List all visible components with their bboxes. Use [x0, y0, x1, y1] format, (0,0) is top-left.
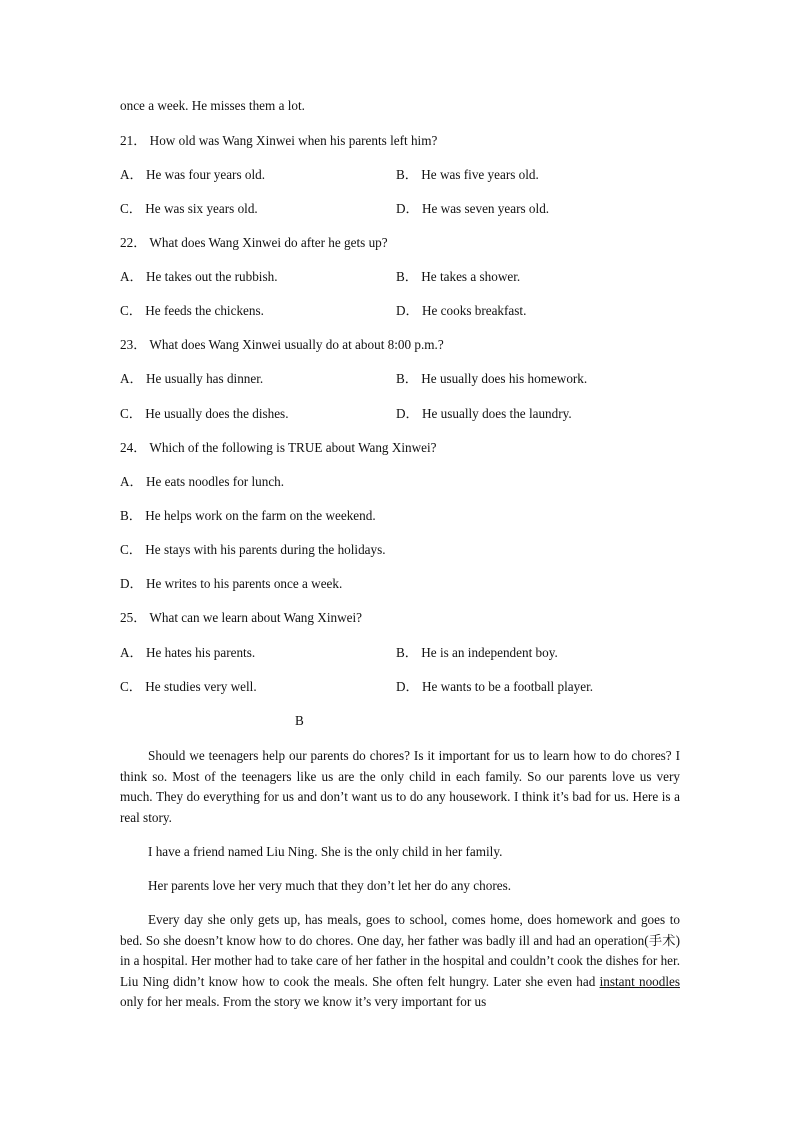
question-21-option-c: C． He was six years old.: [120, 201, 258, 216]
question-22-option-d: D． He cooks breakfast.: [396, 303, 527, 318]
question-25-option-d: D． He wants to be a football player.: [396, 679, 594, 694]
passage-paragraph-2-text: I have a friend named Liu Ning. She is the only child in her family.: [148, 844, 503, 859]
question-25-stem: 25． What can we learn about Wang Xinwei?: [120, 610, 362, 625]
question-24-option-a: A． He eats noodles for lunch.: [120, 474, 285, 489]
question-23-option-b: B． He usually does his homework.: [396, 371, 588, 386]
question-24-option-b: B． He helps work on the farm on the weekend.: [120, 508, 376, 523]
question-23-option-c: C． He usually does the dishes.: [120, 406, 289, 421]
question-21-option-b: B． He was five years old.: [396, 167, 539, 182]
question-22-option-c: C． He feeds the chickens.: [120, 303, 264, 318]
question-21-option-a: A． He was four years old.: [120, 167, 266, 182]
question-23-option-d: D． He usually does the laundry.: [396, 406, 572, 421]
question-22-option-a: A． He takes out the rubbish.: [120, 269, 278, 284]
passage-paragraph-4: [120, 910, 680, 1013]
underlined-phrase: instant noodles: [599, 973, 680, 989]
question-24-option-d: D． He writes to his parents once a week.: [120, 576, 343, 591]
passage-paragraph-3-text: Her parents love her very much that they don’t let her do any chores.: [148, 878, 512, 893]
question-25-option-a: A． He hates his parents.: [120, 645, 256, 660]
question-25-option-b: B． He is an independent boy.: [396, 645, 558, 660]
question-25-option-c: C． He studies very well.: [120, 679, 257, 694]
section-heading: B: [295, 713, 304, 728]
carryover-text: once a week. He misses them a lot.: [120, 98, 305, 113]
passage-paragraph-1: [120, 746, 680, 828]
question-23-stem: 23． What does Wang Xinwei usually do at about 8:00 p.m.?: [120, 337, 444, 352]
passage-paragraph-3: [120, 876, 680, 897]
question-23-option-a: A． He usually has dinner.: [120, 371, 264, 386]
passage-paragraph-4-text-b: only for her meals. From the story we know it’s very important for us: [120, 994, 487, 1010]
question-24-option-c: C． He stays with his parents during the holidays.: [120, 542, 386, 557]
question-22-stem: 22． What does Wang Xinwei do after he gets up?: [120, 235, 388, 250]
passage-paragraph-2: [120, 842, 680, 863]
question-24-stem: 24． Which of the following is TRUE about Wang Xinwei?: [120, 440, 437, 455]
question-21-option-d: D． He was seven years old.: [396, 201, 550, 216]
question-21-stem: 21． How old was Wang Xinwei when his parents left him?: [120, 133, 438, 148]
question-22-option-b: B． He takes a shower.: [396, 269, 521, 284]
passage-paragraph-1-text: Should we teenagers help our parents do chores? Is it important for us to learn how to do chores? I think so. Most of the teenagers like us are the only child in each family. So our parents love us very much. They do everything for us and don’t want us to do any housework. I think it’s bad for us. Here is a real story.: [120, 748, 680, 825]
passage-paragraph-4-text-a: Every day she only gets up, has meals, goes to school, comes home, does homework and goes to bed. So she doesn’t know how to do chores. One day, her father was badly ill and had an operation(手术) in a hospital. Her mother had to take care of her father in the hospital and couldn’t cook the dishes for her. Liu Ning didn’t know how to cook the meals. She often felt hungry. Later she even had: [120, 912, 680, 989]
